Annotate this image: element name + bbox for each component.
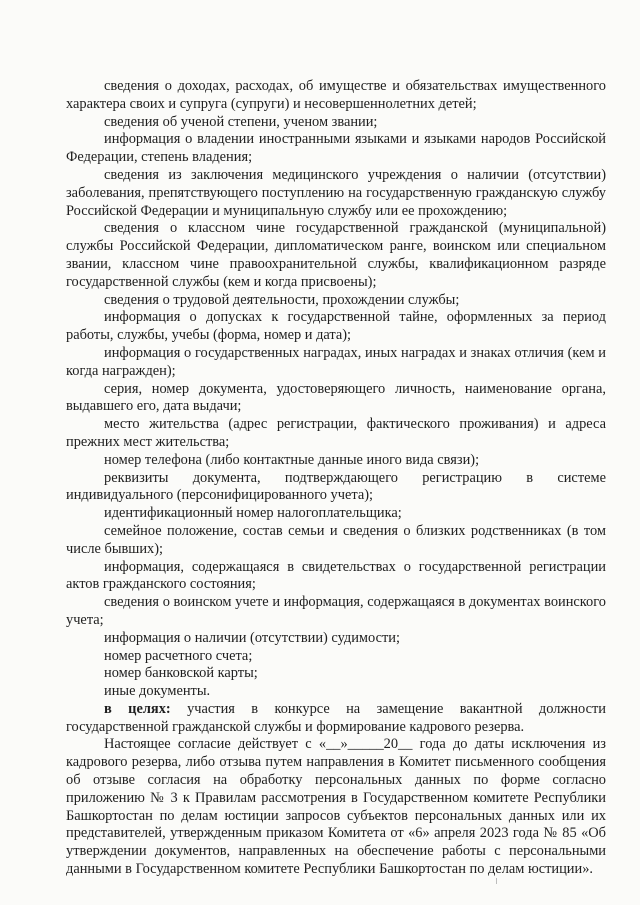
consent-mid2: 20: [383, 736, 399, 753]
list-item: номер расчетного счета;: [104, 647, 253, 664]
purpose-label: в целях:: [104, 700, 171, 717]
list-item: информация, содержащаяся в свидетельствах о государственной регистрации актов гражданского состояния;: [66, 558, 606, 593]
purpose-text: участия в конкурсе на замещение вакантной должности государственной гражданской службы и формирование кадрового резерва.: [66, 700, 606, 735]
blank-month: _____: [347, 736, 384, 753]
list-item: сведения о трудовой деятельности, прохождении службы;: [104, 291, 460, 308]
list-item: информация о допусках к государственной тайне, оформленных за период работы, службы, учебы (форма, номер и дата);: [66, 309, 606, 344]
list-item: реквизиты документа, подтверждающего регистрацию в системе индивидуального (персонифицированного учета);: [66, 469, 606, 504]
consent-lead: Настоящее согласие действует с «: [104, 736, 327, 753]
list-item: сведения об ученой степени, ученом звании;: [104, 113, 378, 130]
consent-mid1: »: [340, 736, 348, 753]
consent-paragraph: [66, 736, 606, 878]
list-item: сведения о доходах, расходах, об имуществе и обязательствах имущественного характера своих и супруга (супруги) и несовершеннолетних детей;: [66, 78, 606, 112]
document-body: [66, 78, 606, 879]
blank-year: __: [398, 736, 413, 753]
list-item: идентификационный номер налогоплательщика;: [104, 505, 402, 522]
list-item: номер телефона (либо контактные данные иного вида связи);: [104, 451, 480, 468]
list-item: информация о наличии (отсутствии) судимости;: [104, 629, 400, 646]
list-item: семейное положение, состав семьи и сведения о близких родственниках (в том числе бывших);: [66, 522, 606, 557]
list-item: номер банковской карты;: [104, 665, 258, 682]
list-item: сведения из заключения медицинского учреждения о наличии (отсутствии) заболевания, препятствующего поступлению на государственную гражданскую службу Российской Федерации и муниципальную службу или ее прохождению;: [66, 166, 606, 219]
list-item: сведения о воинском учете и информация, содержащаяся в документах воинского учета;: [66, 594, 606, 628]
blank-day: __: [326, 736, 341, 753]
list-item: сведения о классном чине государственной гражданской (муниципальной) службы Российской Федерации, дипломатическом ранге, воинском или специальном звании, классном чине правоохранительной службы, квалификационном разряде государственной службы (кем и когда присвоены);: [66, 220, 606, 290]
list-item: серия, номер документа, удостоверяющего личность, наименование органа, выдавшего его, дата выдачи;: [66, 380, 606, 415]
list-item: информация о государственных наградах, иных наградах и знаках отличия (кем и когда награжден);: [66, 344, 606, 379]
scan-mark: [496, 878, 497, 884]
list-item: место жительства (адрес регистрации, фактического проживания) и адреса прежних мест жительства;: [66, 416, 606, 450]
list-item: информация о владении иностранными языками и языками народов Российской Федерации, степень владения;: [66, 131, 606, 166]
list-item: иные документы.: [104, 683, 211, 700]
consent-rest: года до даты исключения из кадрового резерва, либо отзыва путем направления в Комитет письменного сообщения об отзыве согласия на обработку персональных данных по форме согласно приложению № 3 к Правилам рассмотрения в Государственном комитете Республики Башкортостан по делам юстиции запросов субъектов персональных данных или их представителей, утвержденным приказом Комитета от «6» апреля 2023 года № 85 «Об утверждении документов, направленных на обеспечение работы с персональными данными в Государственном комитете Республики Башкортостан по делам юстиции».: [66, 736, 606, 878]
purpose-paragraph: [66, 701, 606, 737]
